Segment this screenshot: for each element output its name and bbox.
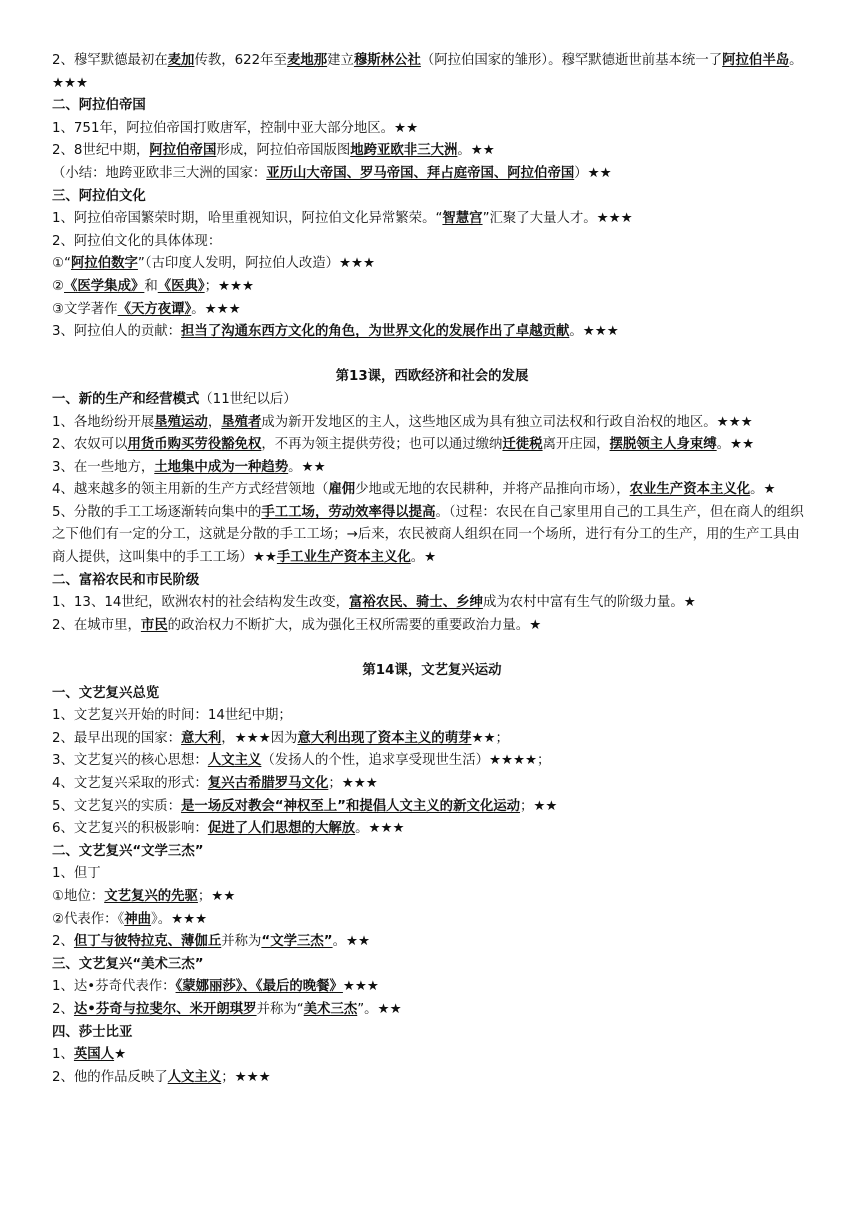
key-term: 地跨亚欧非三大洲 <box>350 143 458 159</box>
text-run: 1、达•芬奇代表作： <box>52 979 176 995</box>
text-run: 和 <box>144 278 158 294</box>
text-line <box>52 299 812 322</box>
key-term: 阿拉伯数字 <box>70 256 138 272</box>
section-heading <box>52 1022 812 1045</box>
text-run: 二、富裕农民和市民阶级 <box>52 572 200 588</box>
text-run: ；★★★ <box>204 278 255 294</box>
text-line <box>52 163 812 186</box>
text-line <box>52 1044 812 1067</box>
text-line <box>52 863 812 886</box>
text-run: ”汇聚了大量人才。★★★ <box>482 211 633 227</box>
text-run: 成为农村中富有生气的阶级力量。★ <box>482 595 696 611</box>
text-run: ；★★ <box>520 798 558 814</box>
text-run: 1、但丁 <box>52 866 101 882</box>
text-run: （发扬人的个性，追求享受现世生活）★★★★； <box>261 753 551 769</box>
text-line <box>52 705 812 728</box>
text-run: 2、 <box>52 1001 74 1017</box>
key-term: 神曲 <box>124 911 152 927</box>
text-run: 5、文艺复兴的实质： <box>52 798 182 814</box>
text-line <box>52 50 812 95</box>
text-line <box>52 886 812 909</box>
key-term: 麦加 <box>167 53 195 68</box>
text-run: 5、分散的手工工场逐渐转向集中的 <box>52 504 262 520</box>
key-term: 迁徙税 <box>502 437 543 453</box>
text-run: 的政治权力不断扩大，成为强化王权所需要的重要政治力量。★ <box>167 617 542 633</box>
text-line <box>52 253 812 276</box>
text-run: 离开庄园， <box>542 437 610 453</box>
text-run: 建立 <box>327 53 354 68</box>
text-run: 。★★ <box>716 437 755 453</box>
key-term: 垦殖运动 <box>154 414 208 430</box>
key-term: 垦殖者 <box>221 414 262 430</box>
text-run: 并称为 <box>221 934 262 950</box>
text-line <box>52 457 812 480</box>
text-run: 3、在一些地方， <box>52 459 155 475</box>
key-term: 意大利出现了资本主义的萌芽 <box>297 730 472 746</box>
text-run: （小结：地跨亚欧非三大洲的国家： <box>52 165 267 181</box>
text-run: ；★★★ <box>328 776 378 791</box>
text-run: 传教，622年至 <box>194 53 287 68</box>
text-run: 二、文艺复兴“文学三杰” <box>52 843 204 859</box>
text-run: 3、阿拉伯人的贡献： <box>52 324 182 340</box>
text-run: 1、751年，阿拉伯帝国打败唐军，控制中亚大部分地区。★★ <box>52 120 419 136</box>
text-run: 形成，阿拉伯帝国版图 <box>216 143 351 159</box>
text-line <box>52 140 812 163</box>
key-term: 亚历山大帝国、罗马帝国、拜占庭帝国、阿拉伯帝国 <box>266 165 575 181</box>
key-term: 达•芬奇与拉斐尔、米开朗琪罗 <box>73 1001 257 1017</box>
text-run: 2、农奴可以 <box>52 437 128 453</box>
key-term: 《蒙娜丽莎》、《最后的晚餐》 <box>175 979 343 995</box>
text-line <box>52 976 812 999</box>
text-run: 一、新的生产和经营模式 <box>52 391 200 407</box>
text-run: 2、阿拉伯文化的具体体现： <box>52 233 222 249</box>
text-line <box>52 615 812 638</box>
text-run: ①地位： <box>52 888 105 904</box>
text-line <box>52 502 812 570</box>
text-line <box>52 773 812 796</box>
key-term: “文学三杰” <box>261 934 333 950</box>
document-page <box>52 50 812 1089</box>
text-run: 。★★ <box>332 934 370 950</box>
key-term: 《天方夜谭》 <box>117 301 192 317</box>
text-line <box>52 796 812 819</box>
text-run: （阿拉伯国家的雏形）。穆罕默德逝世前基本统一了 <box>420 53 723 68</box>
text-run: 。★★★ <box>355 821 405 837</box>
text-line <box>52 118 812 141</box>
key-term: 穆斯林公社 <box>353 53 421 68</box>
text-run: 。★★ <box>288 459 326 475</box>
text-run: ①“ <box>52 256 71 272</box>
text-run: ）★★ <box>574 165 612 181</box>
key-term: 促进了人们思想的大解放 <box>207 821 356 837</box>
key-term: 摆脱领主人身束缚 <box>609 437 717 453</box>
key-term: 担当了沟通东西方文化的角色，为世界文化的发展作出了卓越贡献 <box>181 324 570 340</box>
key-term: 市民 <box>140 617 168 633</box>
key-term: 人文主义 <box>207 753 262 769</box>
text-run: 。（过程：农民在自己家里用自己的工具生产，但在商人的组织之下他们有一定的分工，这就是分散的手工工场；→后来，农民被商人组织在同一个场所，进行有分工的生产，用的生产工具由商人提供，这叫集中的手工工场）★★ <box>52 504 804 566</box>
text-line <box>52 728 812 751</box>
text-run: 。★ <box>410 550 437 566</box>
text-run: 3、文艺复兴的核心思想： <box>52 753 208 769</box>
text-run: 》。★★★ <box>151 911 208 927</box>
key-term: 智慧宫 <box>442 211 483 227</box>
key-term: 文艺复兴的先驱 <box>104 888 198 904</box>
text-run: 1、文艺复兴开始的时间：14世纪中期； <box>52 708 292 724</box>
text-run: ★★； <box>471 730 509 746</box>
text-run: 二、阿拉伯帝国 <box>52 98 146 114</box>
lesson-title <box>52 660 812 683</box>
key-term: 农业生产资本主义化 <box>629 482 751 498</box>
text-run: ③文学著作 <box>52 301 118 317</box>
text-run: ②代表作：《 <box>52 911 125 927</box>
text-run: ② <box>52 278 65 294</box>
text-run: 。★ <box>750 482 776 498</box>
text-run: 4、文艺复兴采取的形式： <box>52 776 208 791</box>
text-run: 一、文艺复兴总览 <box>52 685 160 701</box>
text-run: 1、各地纷纷开展 <box>52 414 155 430</box>
section-heading <box>52 389 812 412</box>
key-term: 土地集中成为一种趋势 <box>154 459 289 475</box>
text-run: ，不再为领主提供劳役；也可以通过缴纳 <box>261 437 503 453</box>
text-line <box>52 931 812 954</box>
key-term: 麦地那 <box>286 53 328 68</box>
text-run: ★ <box>114 1047 127 1063</box>
text-run: ，★★★因为 <box>221 730 298 746</box>
text-run: ；★★★ <box>221 1069 271 1085</box>
text-run: 并称为“ <box>256 1001 304 1017</box>
section-heading <box>52 570 812 593</box>
key-term: 富裕农民、骑士、乡绅 <box>349 595 483 611</box>
text-run: ”（古印度人发明，阿拉伯人改造）★★★ <box>137 256 376 272</box>
text-line <box>52 999 812 1022</box>
text-run: 1、 <box>52 1047 74 1063</box>
text-run: 2、 <box>52 934 74 950</box>
text-line <box>52 321 812 344</box>
lesson-title <box>52 366 812 389</box>
text-run: 成为新开发地区的主人，这些地区成为具有独立司法权和行政自治权的地区。★★★ <box>261 414 753 430</box>
text-run: 三、阿拉伯文化 <box>52 188 146 204</box>
key-term: 英国人 <box>73 1047 115 1063</box>
text-run: 。★★★ <box>569 324 619 340</box>
text-run: 1、13、14世纪，欧洲农村的社会结构发生改变， <box>52 595 350 611</box>
text-line <box>52 276 812 299</box>
key-term: 是一场反对教会“神权至上”和提倡人文主义的新文化运动 <box>181 798 521 814</box>
text-run: 少地或无地的农民耕种，并将产品推向市场）， <box>355 482 630 498</box>
text-run: 。★★ <box>457 143 495 159</box>
text-run: 2、穆罕默德最初在 <box>52 53 168 68</box>
text-line <box>52 818 812 841</box>
text-run: ， <box>207 414 222 430</box>
text-run: 三、文艺复兴“美术三杰” <box>52 956 204 972</box>
key-term: 阿拉伯帝国 <box>149 143 217 159</box>
text-run: ”。★★ <box>357 1001 402 1017</box>
section-heading <box>52 186 812 209</box>
text-run: 2、最早出现的国家： <box>52 730 182 746</box>
key-term: 手工业生产资本主义化 <box>276 550 411 566</box>
text-run: 。★★★ <box>52 53 803 91</box>
section-heading <box>52 95 812 118</box>
text-run: 第13课，西欧经济和社会的发展 <box>335 369 529 385</box>
text-run: 2、他的作品反映了 <box>52 1069 168 1085</box>
text-run: ；★★ <box>197 888 236 904</box>
text-run: 4、越来越多的领主用新的生产方式经营领地（ <box>52 482 329 498</box>
text-line <box>52 434 812 457</box>
text-run: ★★★ <box>342 979 379 995</box>
key-term: 人文主义 <box>167 1069 222 1085</box>
text-run: 第14课，文艺复兴运动 <box>362 663 502 679</box>
key-term: 美术三杰 <box>303 1001 358 1017</box>
text-line <box>52 1067 812 1090</box>
text-line <box>52 592 812 615</box>
text-run: 2、在城市里， <box>52 617 141 633</box>
text-run: 6、文艺复兴的积极影响： <box>52 821 208 837</box>
text-line <box>52 231 812 254</box>
blank-line <box>52 637 812 660</box>
section-heading <box>52 841 812 864</box>
text-run: 。★★★ <box>191 301 241 317</box>
key-term: 用货币购买劳役豁免权 <box>127 437 262 453</box>
key-term: 《医学集成》 <box>64 278 145 294</box>
key-term: 意大利 <box>181 730 222 746</box>
key-term: 阿拉伯半岛 <box>722 53 790 68</box>
text-run: 1、阿拉伯帝国繁荣时期，哈里重视知识，阿拉伯文化异常繁荣。“ <box>52 211 443 227</box>
text-run: 四、莎士比亚 <box>52 1024 133 1040</box>
text-line <box>52 750 812 773</box>
key-term: 《医典》 <box>157 278 205 294</box>
text-line <box>52 479 812 502</box>
bold-text: 雇佣 <box>328 482 356 498</box>
key-term: 复兴古希腊罗马文化 <box>207 776 329 791</box>
text-line <box>52 208 812 231</box>
heading-note: （11世纪以后） <box>199 391 297 407</box>
key-term: 但丁与彼特拉克、薄伽丘 <box>73 934 222 950</box>
text-run: 2、8世纪中期， <box>52 143 150 159</box>
blank-line <box>52 344 812 367</box>
section-heading <box>52 954 812 977</box>
text-line <box>52 909 812 932</box>
key-term: 手工工场，劳动效率得以提高 <box>261 504 436 520</box>
section-heading <box>52 683 812 706</box>
text-line <box>52 412 812 435</box>
